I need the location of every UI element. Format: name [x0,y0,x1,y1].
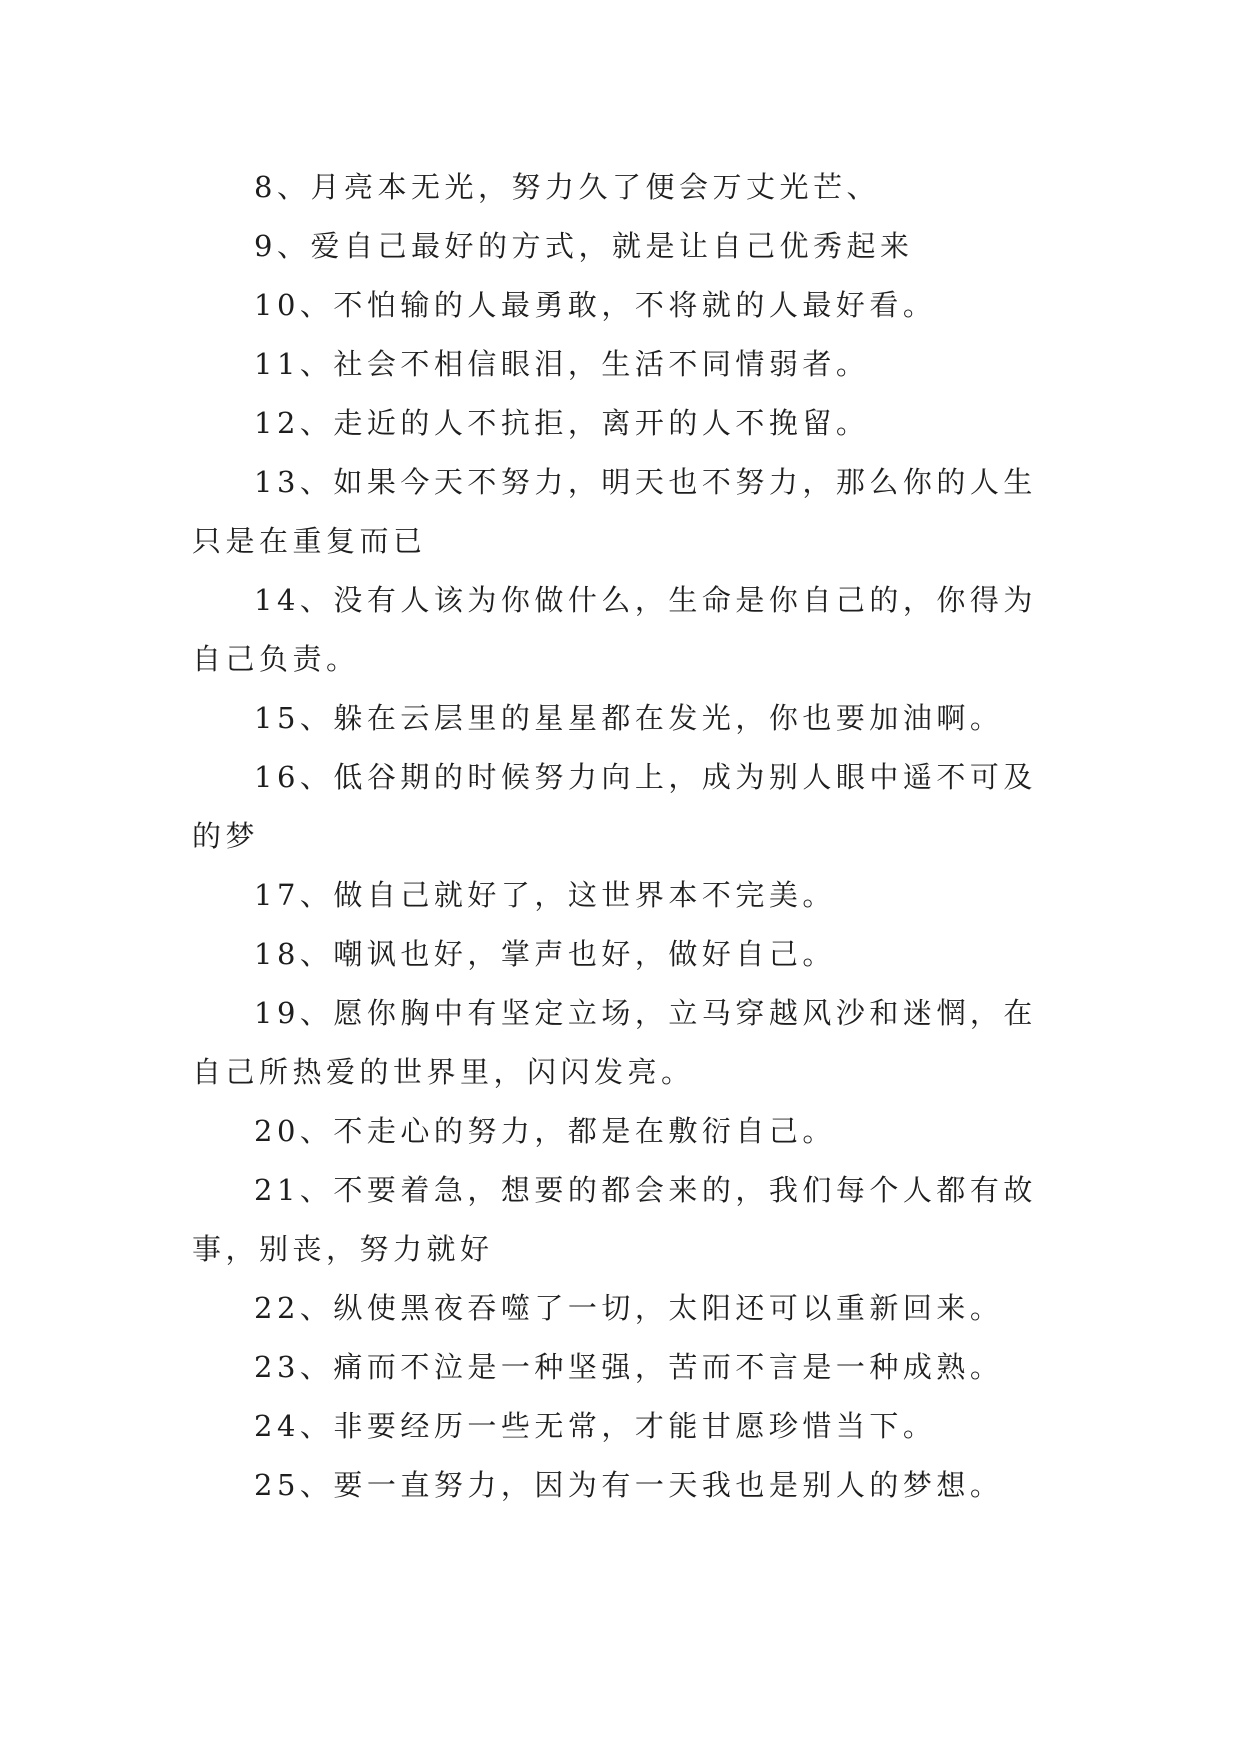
quote-paragraph: 11、社会不相信眼泪，生活不同情弱者。 [254,347,870,381]
document-page [192,158,1054,1515]
quote-paragraph: 12、走近的人不抗拒，离开的人不挽留。 [254,406,870,440]
quote-paragraph: 24、非要经历一些无常，才能甘愿珍惜当下。 [254,1409,937,1443]
quote-paragraph: 9、爱自己最好的方式，就是让自己优秀起来 [254,229,914,263]
quote-paragraph: 19、愿你胸中有坚定立场，立马穿越风沙和迷惘，在自己所热爱的世界里，闪闪发亮。 [192,996,1037,1089]
quote-paragraph: 16、低谷期的时候努力向上，成为别人眼中遥不可及的梦 [192,760,1037,853]
quote-paragraph: 14、没有人该为你做什么，生命是你自己的，你得为自己负责。 [192,583,1037,676]
quote-paragraph: 8、月亮本无光，努力久了便会万丈光芒、 [254,170,880,204]
quote-paragraph: 22、纵使黑夜吞噬了一切，太阳还可以重新回来。 [254,1291,1004,1325]
quote-paragraph: 15、躲在云层里的星星都在发光，你也要加油啊。 [254,701,1004,735]
quote-paragraph: 21、不要着急，想要的都会来的，我们每个人都有故事，别丧，努力就好 [192,1173,1037,1266]
quote-paragraph: 10、不怕输的人最勇敢，不将就的人最好看。 [254,288,937,322]
quote-paragraph: 17、做自己就好了，这世界本不完美。 [254,878,836,912]
quote-paragraph: 25、要一直努力，因为有一天我也是别人的梦想。 [254,1468,1004,1502]
quote-paragraph: 23、痛而不泣是一种坚强，苦而不言是一种成熟。 [254,1350,1004,1384]
quote-paragraph: 13、如果今天不努力，明天也不努力，那么你的人生只是在重复而已 [192,465,1037,558]
quote-paragraph: 18、嘲讽也好，掌声也好，做好自己。 [254,937,836,971]
quote-paragraph: 20、不走心的努力，都是在敷衍自己。 [254,1114,836,1148]
